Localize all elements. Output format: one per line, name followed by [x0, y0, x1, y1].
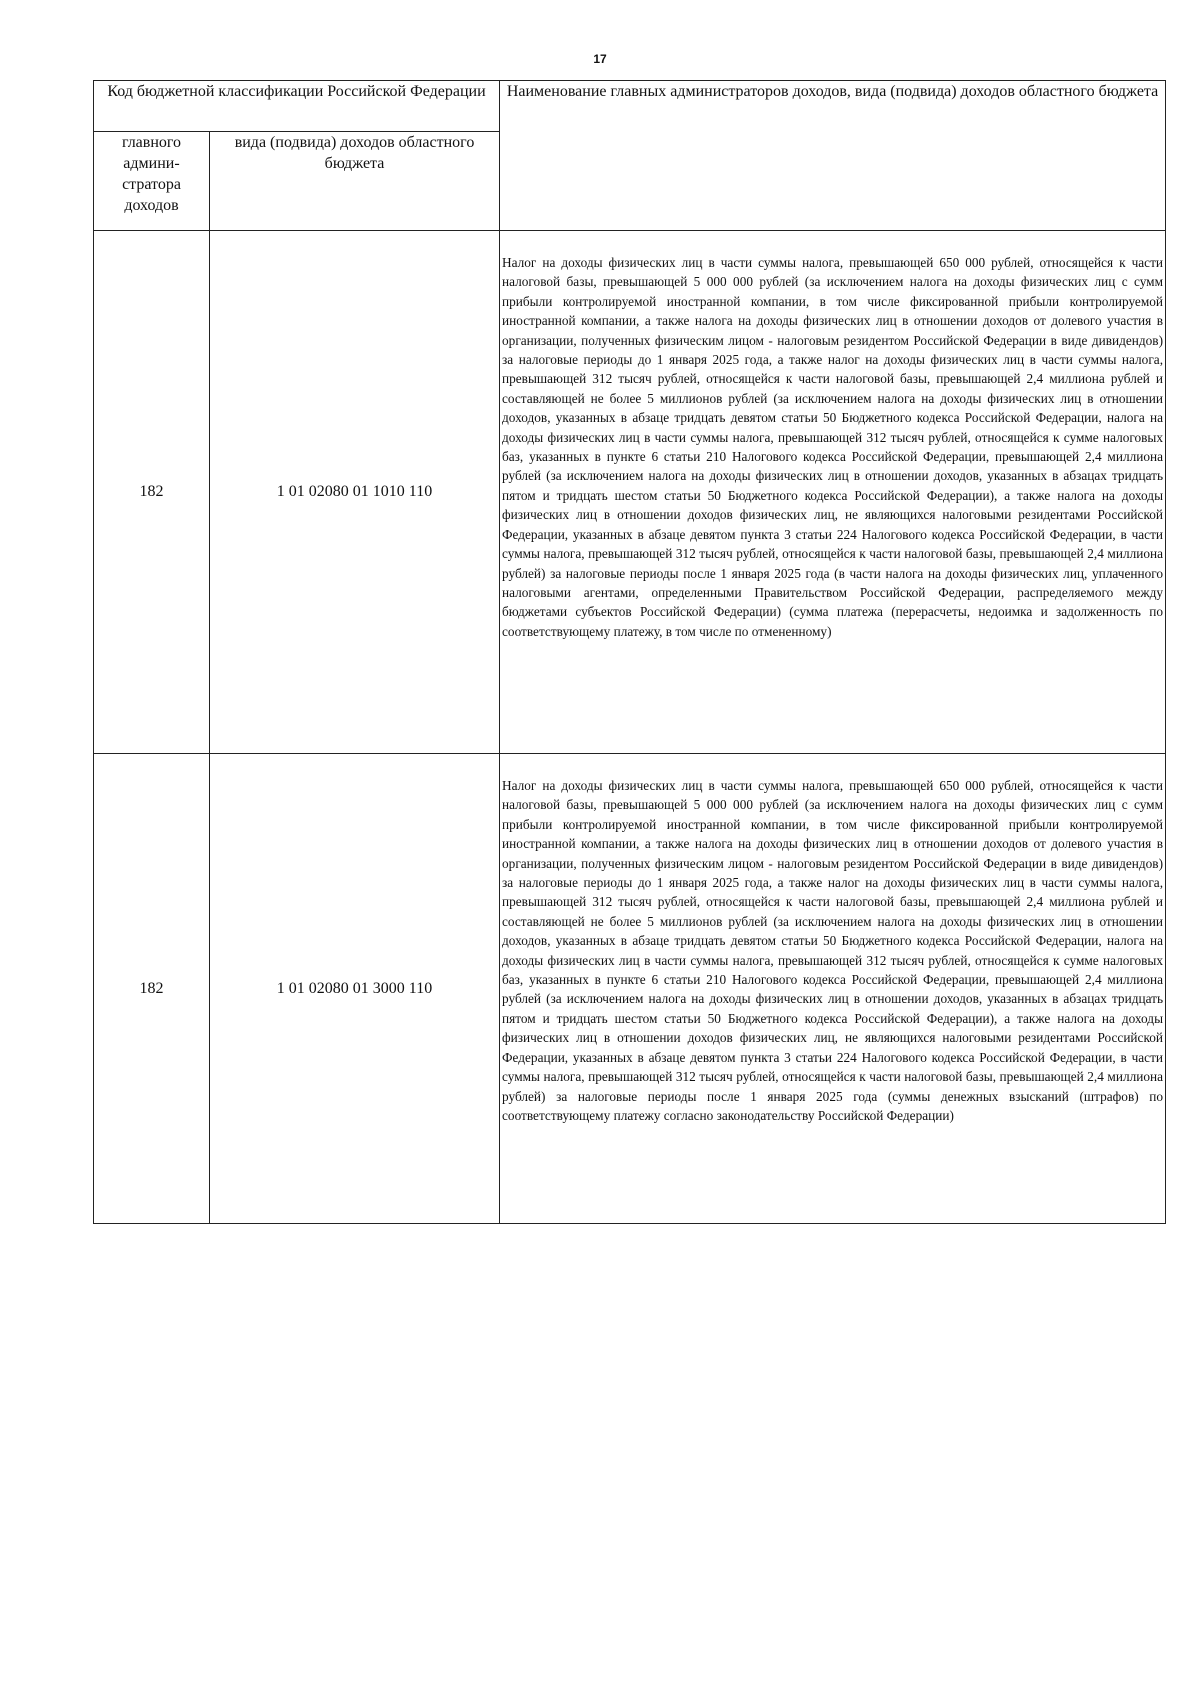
header-admin-column: главного админи-стратора доходов	[94, 132, 210, 231]
header-budget-code-group: Код бюджетной классификации Российской Федерации	[94, 81, 500, 132]
description-cell: Налог на доходы физических лиц в части суммы налога, превышающей 650 000 рублей, относящейся к части налоговой базы, превышающей 5 000 000 рублей (за исключением налога на доходы физических лиц с сумм прибыли контролируемой иностранной компании, в том числе фиксированной прибыли контролируемой иностранной компании, а также налога на доходы физических лиц в отношении доходов от долевого участия в организации, полученных физическим лицом - налоговым резидентом Российской Федерации в виде дивидендов) за налоговые периоды до 1 января 2025 года, а также налог на доходы физических лиц в части суммы налога, превышающей 312 тысяч рублей, относящейся к части налоговой базы, превышающей 2,4 миллиона рублей и составляющей не более 5 миллионов рублей (за исключением налога на доходы физических лиц в отношении доходов, указанных в абзаце тридцать девятом статьи 50 Бюджетного кодекса Российской Федерации, налога на доходы физических лиц в части суммы налога, превышающей 312 тысяч рублей, относящейся к сумме налоговых баз, указанных в пункте 6 статьи 210 Налогового кодекса Российской Федерации, превышающей 2,4 миллиона рублей (за исключением налога на доходы физических лиц в отношении доходов, указанных в абзацах тридцать пятом и тридцать шестом статьи 50 Бюджетного кодекса Российской Федерации), а также налога на доходы физических лиц в отношении доходов физических лиц, не являющихся налоговыми резидентами Российской Федерации, указанных в абзаце девятом пункта 3 статьи 224 Налогового кодекса Российской Федерации, в части суммы налога, превышающей 312 тысяч рублей, относящейся к части налоговой базы, превышающей 2,4 миллиона рублей) за налоговые периоды после 1 января 2025 года (в части налога на доходы физических лиц, уплаченного налоговыми агентами, определенными Правительством Российской Федерации, распределяемого между бюджетами субъектов Российской Федерации) (сумма платежа (перерасчеты, недоимка и задолженность по соответствующему платежу, в том числе по отмененному)	[500, 231, 1166, 754]
description-cell: Налог на доходы физических лиц в части суммы налога, превышающей 650 000 рублей, относящейся к части налоговой базы, превышающей 5 000 000 рублей (за исключением налога на доходы физических лиц с сумм прибыли контролируемой иностранной компании, в том числе фиксированной прибыли контролируемой иностранной компании, а также налога на доходы физических лиц в отношении доходов от долевого участия в организации, полученных физическим лицом - налоговым резидентом Российской Федерации в виде дивидендов) за налоговые периоды до 1 января 2025 года, а также налог на доходы физических лиц в части суммы налога, превышающей 312 тысяч рублей, относящейся к части налоговой базы, превышающей 2,4 миллиона рублей и составляющей не более 5 миллионов рублей (за исключением налога на доходы физических лиц в отношении доходов, указанных в абзаце тридцать девятом статьи 50 Бюджетного кодекса Российской Федерации, налога на доходы физических лиц в части суммы налога, превышающей 312 тысяч рублей, относящейся к сумме налоговых баз, указанных в пункте 6 статьи 210 Налогового кодекса Российской Федерации, превышающей 2,4 миллиона рублей (за исключением налога на доходы физических лиц в отношении доходов, указанных в абзацах тридцать пятом и тридцать шестом статьи 50 Бюджетного кодекса Российской Федерации), а также налога на доходы физических лиц в отношении доходов физических лиц, не являющихся налоговыми резидентами Российской Федерации, указанных в абзаце девятом пункта 3 статьи 224 Налогового кодекса Российской Федерации, в части суммы налога, превышающей 312 тысяч рублей, относящейся к части налоговой базы, превышающей 2,4 миллиона рублей) за налоговые периоды после 1 января 2025 года (суммы денежных взысканий (штрафов) по соответствующему платежу согласно законодательству Российской Федерации)	[500, 754, 1166, 1224]
admin-code-cell: 182	[94, 754, 210, 1224]
admin-code-cell: 182	[94, 231, 210, 754]
header-name-column: Наименование главных администраторов доходов, вида (подвида) доходов областного бюджета	[500, 81, 1166, 231]
table-row	[94, 231, 1166, 754]
page-number: 17	[593, 52, 607, 66]
income-code-cell: 1 01 02080 01 1010 110	[210, 231, 500, 754]
table-row	[94, 754, 1166, 1224]
budget-classification-table	[93, 80, 1166, 1224]
header-income-type-column: вида (подвида) доходов областного бюджета	[210, 132, 500, 231]
income-code-cell: 1 01 02080 01 3000 110	[210, 754, 500, 1224]
table-header-row	[94, 81, 1166, 132]
